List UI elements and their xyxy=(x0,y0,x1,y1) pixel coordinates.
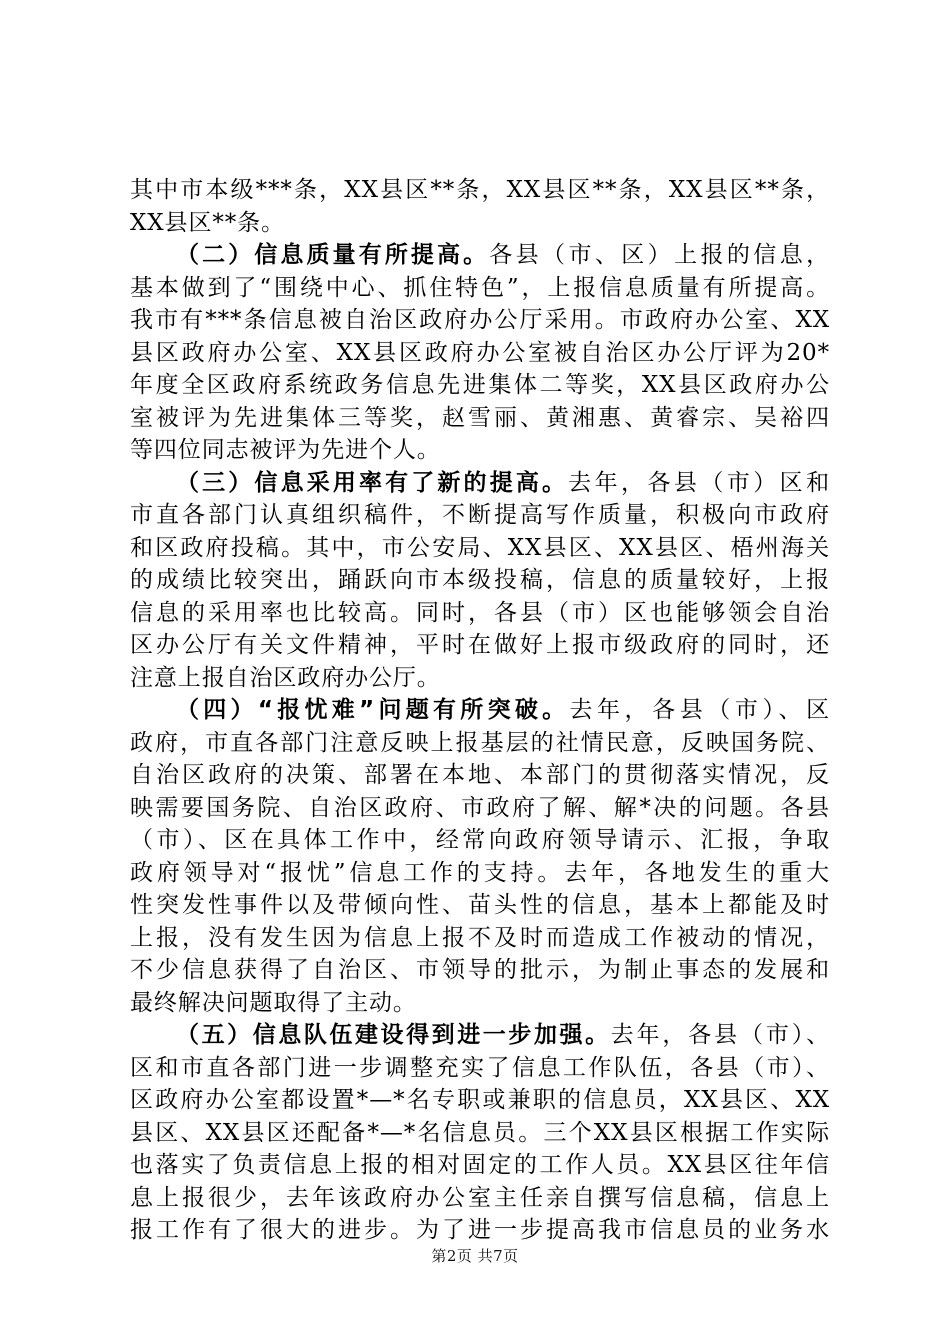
line-text: 上报，没有发生因为信息上报不及时而造成工作被动的情况， xyxy=(130,924,830,951)
text-line xyxy=(130,1052,830,1085)
text-line xyxy=(130,272,830,305)
line-text: 市直各部门认真组织稿件，不断提高写作质量，积极向市政府 xyxy=(130,502,830,528)
line-text: 区办公厅有关文件精神，平时在做好上报市级政府的同时，还 xyxy=(130,632,830,658)
line-text: 信息的采用率也比较高。同时，各县（市）区也能够领会自治 xyxy=(130,599,830,626)
line-text: 其中市本级***条，XX县区**条，XX县区**条，XX县区**条， xyxy=(130,177,830,203)
line-text: 自治区政府的决策、部署在本地、本部门的贯彻落实情况，反 xyxy=(130,762,830,788)
line-text: 不少信息获得了自治区、市领导的批示，为制止事态的发展和 xyxy=(130,957,830,983)
paragraph-heading-line xyxy=(130,1019,830,1052)
paragraph-heading-line xyxy=(130,694,830,727)
line-text: 息上报很少，去年该政府办公室主任亲自撰写信息稿，信息上 xyxy=(130,1184,830,1211)
text-line xyxy=(130,662,830,695)
line-text: 的成绩比较突出，踊跃向市本级投稿，信息的质量较好，上报 xyxy=(130,567,830,593)
text-line xyxy=(130,759,830,792)
section-heading: （五）信息队伍建设得到进一步加强。 xyxy=(176,1022,611,1048)
line-text: 最终解决问题取得了主动。 xyxy=(130,989,417,1016)
text-line xyxy=(130,207,830,240)
text-line xyxy=(130,337,830,370)
text-line xyxy=(130,1149,830,1182)
line-text: 性突发性事件以及带倾向性、苗头性的信息，基本上都能及时 xyxy=(130,892,830,918)
section-heading: （四）“报忧难”问题有所突破。 xyxy=(176,697,570,723)
text-line xyxy=(130,174,830,207)
line-text: 区和市直各部门进一步调整充实了信息工作队伍，各县（市）、 xyxy=(130,1054,830,1081)
paragraph-heading-line xyxy=(130,467,830,500)
section-heading: （三）信息采用率有了新的提高。 xyxy=(176,469,569,496)
text-line xyxy=(130,954,830,987)
text-line xyxy=(130,1214,830,1247)
text-line xyxy=(130,1182,830,1215)
line-text: 去年，各县（市）、 xyxy=(610,1022,830,1048)
text-line xyxy=(130,792,830,825)
paragraph-heading-line xyxy=(130,239,830,272)
line-text: 基本做到了“围绕中心、抓住特色”，上报信息质量有所提高。 xyxy=(130,274,830,301)
line-text: 室被评为先进集体三等奖，赵雪丽、黄湘惠、黄睿宗、吴裕四 xyxy=(130,404,830,431)
text-line xyxy=(130,499,830,532)
line-text: 去年，各县（市）区和 xyxy=(568,469,830,496)
line-text: 县区、XX县区还配备*—*名信息员。三个XX县区根据工作实际 xyxy=(130,1119,830,1146)
line-text: 我市有***条信息被自治区政府办公厅采用。市政府办公室、XX xyxy=(130,307,830,333)
text-line xyxy=(130,629,830,662)
text-line xyxy=(130,889,830,922)
line-text: 年度全区政府系统政务信息先进集体二等奖，XX县区政府办公 xyxy=(130,372,830,398)
line-text: XX县区**条。 xyxy=(130,209,285,236)
line-text: 区政府办公室都设置*—*名专职或兼职的信息员，XX县区、XX xyxy=(130,1087,830,1113)
line-text: 去年，各县（市）、区 xyxy=(569,697,830,723)
line-text: 和区政府投稿。其中，市公安局、XX县区、XX县区、梧州海关 xyxy=(130,534,830,561)
text-line xyxy=(130,1084,830,1117)
text-line xyxy=(130,922,830,955)
line-text: 也落实了负责信息上报的相对固定的工作人员。XX县区往年信 xyxy=(130,1152,830,1178)
text-line xyxy=(130,1117,830,1150)
line-text: 注意上报自治区政府办公厅。 xyxy=(130,664,441,691)
text-line xyxy=(130,434,830,467)
line-text: 政府领导对“报忧”信息工作的支持。去年，各地发生的重大 xyxy=(130,859,830,886)
page-footer: 第2页 共7页 xyxy=(431,1247,519,1265)
text-line xyxy=(130,987,830,1020)
text-line xyxy=(130,857,830,890)
line-text: 县区政府办公室、XX县区政府办公室被自治区办公厅评为20* xyxy=(130,339,830,366)
text-line xyxy=(130,824,830,857)
text-line xyxy=(130,402,830,435)
line-text: 映需要国务院、自治区政府、市政府了解、解*决的问题。各县 xyxy=(130,794,830,821)
section-heading: （二）信息质量有所提高。 xyxy=(176,242,490,268)
text-line xyxy=(130,597,830,630)
text-line xyxy=(130,564,830,597)
document-body xyxy=(130,174,830,1247)
text-line xyxy=(130,532,830,565)
line-text: 各县（市、区）上报的信息， xyxy=(489,242,830,268)
text-line xyxy=(130,304,830,337)
line-text: 等四位同志被评为先进个人。 xyxy=(130,437,441,463)
line-text: （市）、区在具体工作中，经常向政府领导请示、汇报，争取 xyxy=(130,827,830,853)
text-line xyxy=(130,369,830,402)
line-text: 政府，市直各部门注意反映上报基层的社情民意，反映国务院、 xyxy=(130,729,830,756)
text-line xyxy=(130,727,830,760)
line-text: 报工作有了很大的进步。为了进一步提高我市信息员的业务水 xyxy=(130,1217,830,1243)
